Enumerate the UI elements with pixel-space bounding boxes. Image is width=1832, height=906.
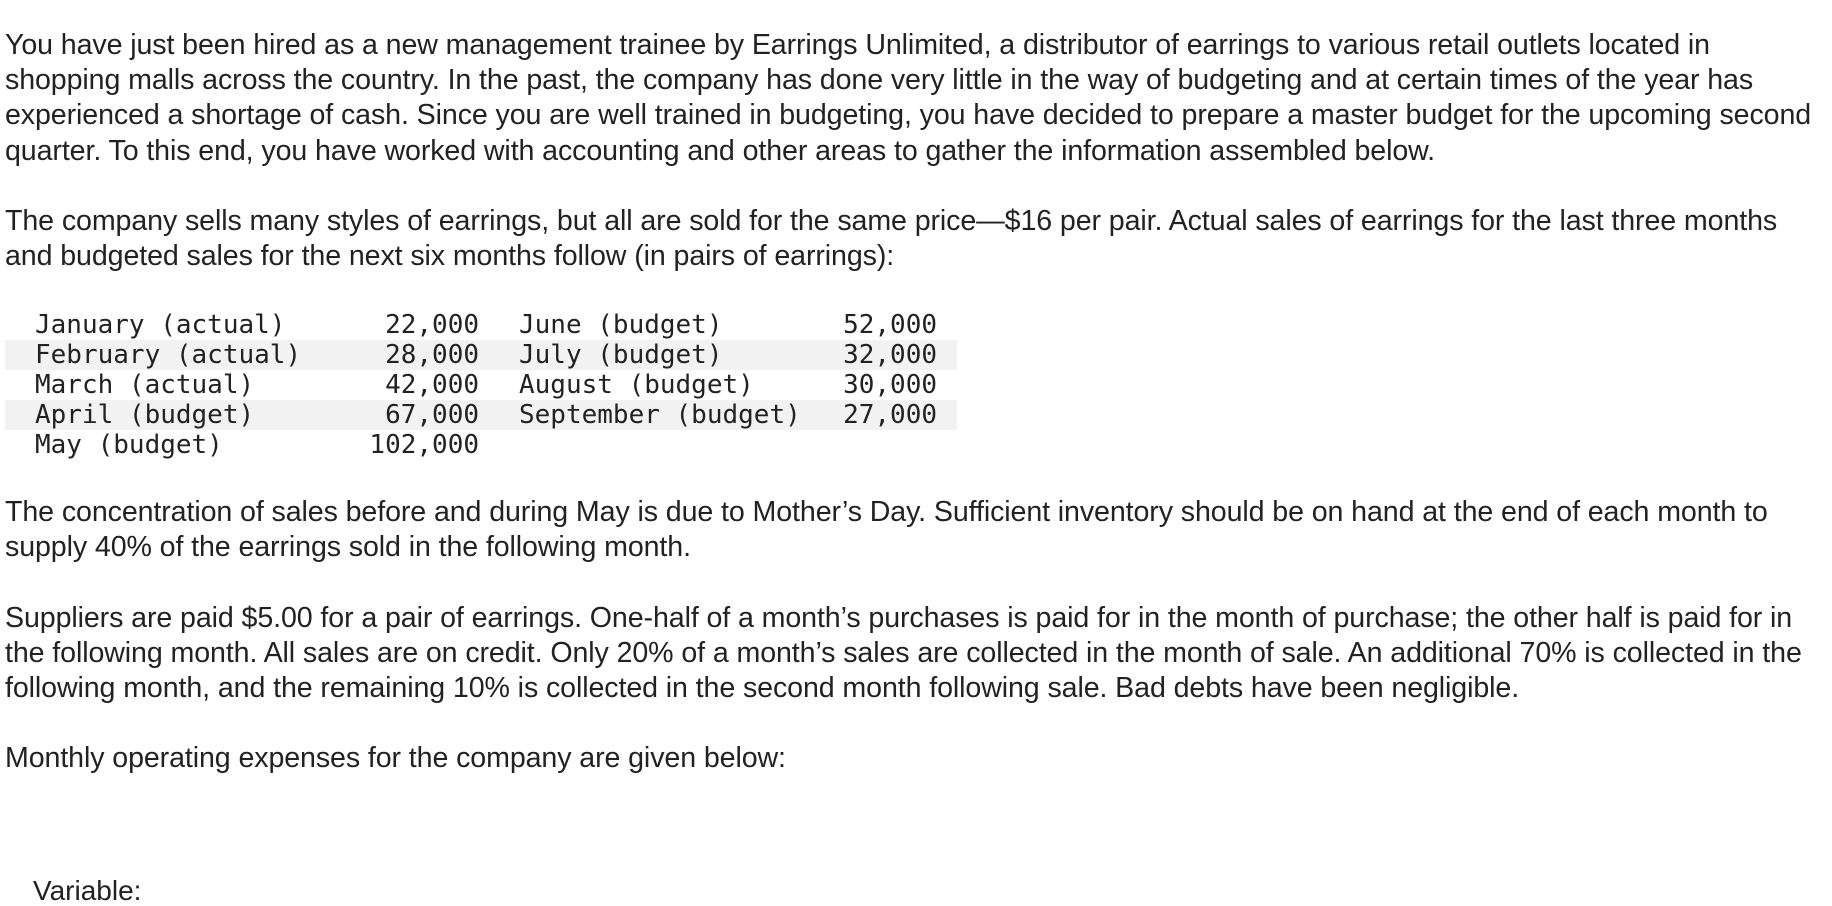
month-label: March (actual) <box>35 370 255 401</box>
table-row <box>5 370 957 400</box>
table-row <box>5 340 957 370</box>
sales-table <box>5 310 957 460</box>
month-label: June (budget) <box>519 310 723 341</box>
table-row <box>5 310 957 340</box>
month-label <box>479 430 819 460</box>
variable-heading-cutoff: Variable: <box>33 875 142 906</box>
month-label: September (budget) <box>479 400 819 430</box>
month-label: April (budget) <box>5 400 347 430</box>
sales-value: 30,000 <box>843 370 937 401</box>
month-label: May (budget) <box>35 430 223 461</box>
table-row <box>5 430 957 460</box>
intro-paragraph: You have just been hired as a new management trainee by Earrings Unlimited, a distributor of earrings to various retail outlets located in shopping malls across the country. In the past, the company has done very little in the way of budgeting and at certain times of the year has experienced a shortage of cash. Since you are well trained in budgeting, you have decided to prepare a master budget for the upcoming second quarter. To this end, you have worked with accounting and other areas to gather the information assembled below. <box>5 29 1812 167</box>
sales-value: 102,000 <box>369 430 479 461</box>
table-row <box>5 400 957 430</box>
sales-value: 22,000 <box>385 310 479 341</box>
sales-value <box>819 430 957 460</box>
problem-document <box>5 28 1820 776</box>
expenses-intro-paragraph: Monthly operating expenses for the company are given below: <box>5 742 786 775</box>
month-label: January (actual) <box>35 310 286 341</box>
month-label: February (actual) <box>5 340 347 370</box>
month-label: July (budget) <box>479 340 819 370</box>
sales-value: 27,000 <box>819 400 957 430</box>
sales-value: 28,000 <box>347 340 479 370</box>
sales-value: 32,000 <box>819 340 957 370</box>
sales-value: 67,000 <box>347 400 479 430</box>
payments-paragraph: Suppliers are paid $5.00 for a pair of earrings. One-half of a month’s purchases is paid for in the month of purchase; the other half is paid for in the following month. All sales are on credit. Only 20% of a month’s sales are collected in the month of sale. An additional 70% is collected in the following month, and the remaining 10% is collected in the second month following sale. Bad debts have been negligible. <box>5 601 1802 705</box>
sales-value: 52,000 <box>843 310 937 341</box>
pricing-paragraph: The company sells many styles of earrings, but all are sold for the same price—$16 per pair. Actual sales of earrings for the last three months and budgeted sales for the next six months follow (in pairs of earrings): <box>5 204 1778 273</box>
month-label: August (budget) <box>519 370 754 401</box>
inventory-paragraph: The concentration of sales before and during May is due to Mother’s Day. Sufficient inventory should be on hand at the end of each month to supply 40% of the earrings sold in the following month. <box>5 496 1768 564</box>
sales-value: 42,000 <box>385 370 479 401</box>
